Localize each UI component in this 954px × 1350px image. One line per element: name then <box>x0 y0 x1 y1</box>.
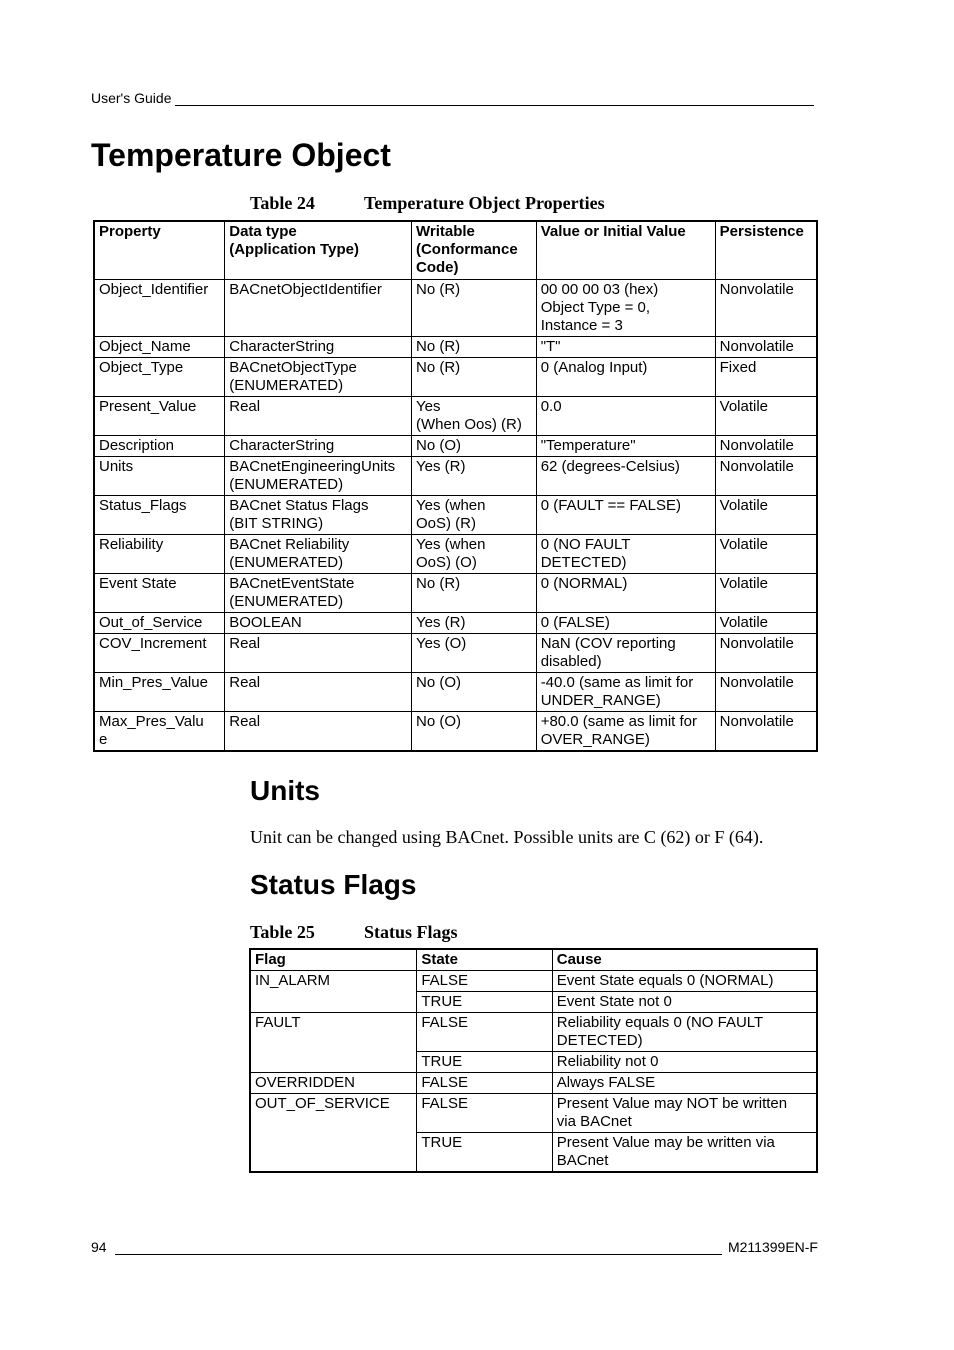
table-header-row <box>94 221 817 279</box>
state-cell: FALSE <box>417 1073 552 1094</box>
table-row <box>250 1073 817 1094</box>
table-row <box>94 456 817 495</box>
state-cell: TRUE <box>417 1052 552 1073</box>
table-cell: BACnetObjectType (ENUMERATED) <box>225 357 412 396</box>
table-cell: Description <box>94 435 225 456</box>
table-cell: No (R) <box>411 336 536 357</box>
table-cell: No (R) <box>411 357 536 396</box>
cause-cell: Reliability not 0 <box>552 1052 817 1073</box>
table-row <box>94 573 817 612</box>
cause-cell: Present Value may be written via BACnet <box>552 1133 817 1173</box>
table-cell: Volatile <box>715 495 817 534</box>
table-cell: CharacterString <box>225 336 412 357</box>
table-row <box>94 672 817 711</box>
table-cell: Real <box>225 711 412 751</box>
cause-cell: Always FALSE <box>552 1073 817 1094</box>
state-cell: FALSE <box>417 971 552 992</box>
cause-cell: Event State not 0 <box>552 992 817 1013</box>
table-cell: BOOLEAN <box>225 612 412 633</box>
column-header: Property <box>94 221 225 279</box>
table-cell: 62 (degrees-Celsius) <box>536 456 715 495</box>
column-header: Flag <box>250 949 417 971</box>
page-number: 94 <box>91 1239 107 1255</box>
table-cell: Volatile <box>715 573 817 612</box>
table-cell: Status_Flags <box>94 495 225 534</box>
state-cell: FALSE <box>417 1013 552 1052</box>
table-cell: 0 (FAULT == FALSE) <box>536 495 715 534</box>
cause-cell: Reliability equals 0 (NO FAULT DETECTED) <box>552 1013 817 1052</box>
flag-cell: FAULT <box>250 1013 417 1073</box>
state-cell: TRUE <box>417 1133 552 1173</box>
units-heading: Units <box>250 775 320 806</box>
document-id: M211399EN-F <box>727 1239 818 1255</box>
table25-number: Table 25 <box>250 922 315 942</box>
table-cell: 0.0 <box>536 396 715 435</box>
table-cell: Max_Pres_Valu e <box>94 711 225 751</box>
table-cell: 00 00 00 03 (hex) Object Type = 0, Instance = 3 <box>536 279 715 336</box>
table-cell: -40.0 (same as limit for UNDER_RANGE) <box>536 672 715 711</box>
table-cell: 0 (FALSE) <box>536 612 715 633</box>
table-row <box>94 357 817 396</box>
header-rule <box>175 92 814 106</box>
flag-cell: IN_ALARM <box>250 971 417 1013</box>
table-cell: BACnet Reliability (ENUMERATED) <box>225 534 412 573</box>
table-cell: Nonvolatile <box>715 336 817 357</box>
cause-cell: Event State equals 0 (NORMAL) <box>552 971 817 992</box>
table-cell: "T" <box>536 336 715 357</box>
table-header-row <box>250 949 817 971</box>
table-cell: Nonvolatile <box>715 672 817 711</box>
running-header <box>91 90 814 106</box>
running-footer <box>91 1239 818 1255</box>
table-row <box>94 396 817 435</box>
table-row <box>250 971 817 992</box>
table-cell: Yes (R) <box>411 612 536 633</box>
table-cell: Object_Type <box>94 357 225 396</box>
table-cell: Object_Name <box>94 336 225 357</box>
table-row <box>94 534 817 573</box>
table-row <box>94 612 817 633</box>
table-cell: Reliability <box>94 534 225 573</box>
table-cell: Yes (R) <box>411 456 536 495</box>
status-flags-heading: Status Flags <box>250 869 417 900</box>
state-cell: TRUE <box>417 992 552 1013</box>
table-cell: Nonvolatile <box>715 279 817 336</box>
table-cell: Volatile <box>715 396 817 435</box>
table-row <box>94 711 817 751</box>
table-cell: Yes (when OoS) (O) <box>411 534 536 573</box>
table-cell: Real <box>225 672 412 711</box>
status-flags-table <box>249 948 818 1173</box>
table-cell: No (O) <box>411 711 536 751</box>
table-cell: 0 (NO FAULT DETECTED) <box>536 534 715 573</box>
flag-cell: OVERRIDDEN <box>250 1073 417 1094</box>
column-header: Persistence <box>715 221 817 279</box>
table-cell: Min_Pres_Value <box>94 672 225 711</box>
table25-caption <box>250 921 458 943</box>
table-cell: NaN (COV reporting disabled) <box>536 633 715 672</box>
table-cell: Out_of_Service <box>94 612 225 633</box>
table-cell: COV_Increment <box>94 633 225 672</box>
table-cell: Fixed <box>715 357 817 396</box>
page-title: Temperature Object <box>91 137 391 173</box>
table-cell: BACnetObjectIdentifier <box>225 279 412 336</box>
table-cell: BACnetEngineeringUnits (ENUMERATED) <box>225 456 412 495</box>
table-cell: No (R) <box>411 279 536 336</box>
table-cell: Volatile <box>715 612 817 633</box>
table-cell: Present_Value <box>94 396 225 435</box>
table-row <box>94 633 817 672</box>
table-row <box>250 1094 817 1133</box>
table-row <box>94 495 817 534</box>
table-cell: No (O) <box>411 435 536 456</box>
table-cell: +80.0 (same as limit for OVER_RANGE) <box>536 711 715 751</box>
table-row <box>250 1013 817 1052</box>
table24-title: Temperature Object Properties <box>364 193 605 213</box>
state-cell: FALSE <box>417 1094 552 1133</box>
properties-table <box>93 220 818 752</box>
table-cell: CharacterString <box>225 435 412 456</box>
table-cell: "Temperature" <box>536 435 715 456</box>
cause-cell: Present Value may NOT be written via BACnet <box>552 1094 817 1133</box>
table-cell: Yes (When Oos) (R) <box>411 396 536 435</box>
table-cell: Yes (when OoS) (R) <box>411 495 536 534</box>
table-cell: No (O) <box>411 672 536 711</box>
table-cell: BACnet Status Flags (BIT STRING) <box>225 495 412 534</box>
table-cell: Nonvolatile <box>715 711 817 751</box>
footer-rule <box>115 1241 722 1255</box>
table-cell: Object_Identifier <box>94 279 225 336</box>
table-row <box>94 279 817 336</box>
table-cell: Event State <box>94 573 225 612</box>
table-cell: Real <box>225 396 412 435</box>
table-cell: Real <box>225 633 412 672</box>
table-cell: Nonvolatile <box>715 633 817 672</box>
column-header: Data type (Application Type) <box>225 221 412 279</box>
table-row <box>94 336 817 357</box>
table-cell: 0 (NORMAL) <box>536 573 715 612</box>
column-header: State <box>417 949 552 971</box>
table24-number: Table 24 <box>250 193 315 213</box>
table24-caption <box>250 192 605 214</box>
table-row <box>94 435 817 456</box>
table-cell: Nonvolatile <box>715 456 817 495</box>
table25-title: Status Flags <box>364 922 458 942</box>
table-cell: Yes (O) <box>411 633 536 672</box>
table-cell: 0 (Analog Input) <box>536 357 715 396</box>
column-header: Writable (Conformance Code) <box>411 221 536 279</box>
column-header: Cause <box>552 949 817 971</box>
table-cell: Volatile <box>715 534 817 573</box>
flag-cell: OUT_OF_SERVICE <box>250 1094 417 1173</box>
table-cell: No (R) <box>411 573 536 612</box>
table-cell: Units <box>94 456 225 495</box>
units-text: Unit can be changed using BACnet. Possible units are C (62) or F (64). <box>250 827 764 847</box>
table-cell: Nonvolatile <box>715 435 817 456</box>
header-text: User's Guide <box>91 90 172 106</box>
column-header: Value or Initial Value <box>536 221 715 279</box>
table-cell: BACnetEventState (ENUMERATED) <box>225 573 412 612</box>
